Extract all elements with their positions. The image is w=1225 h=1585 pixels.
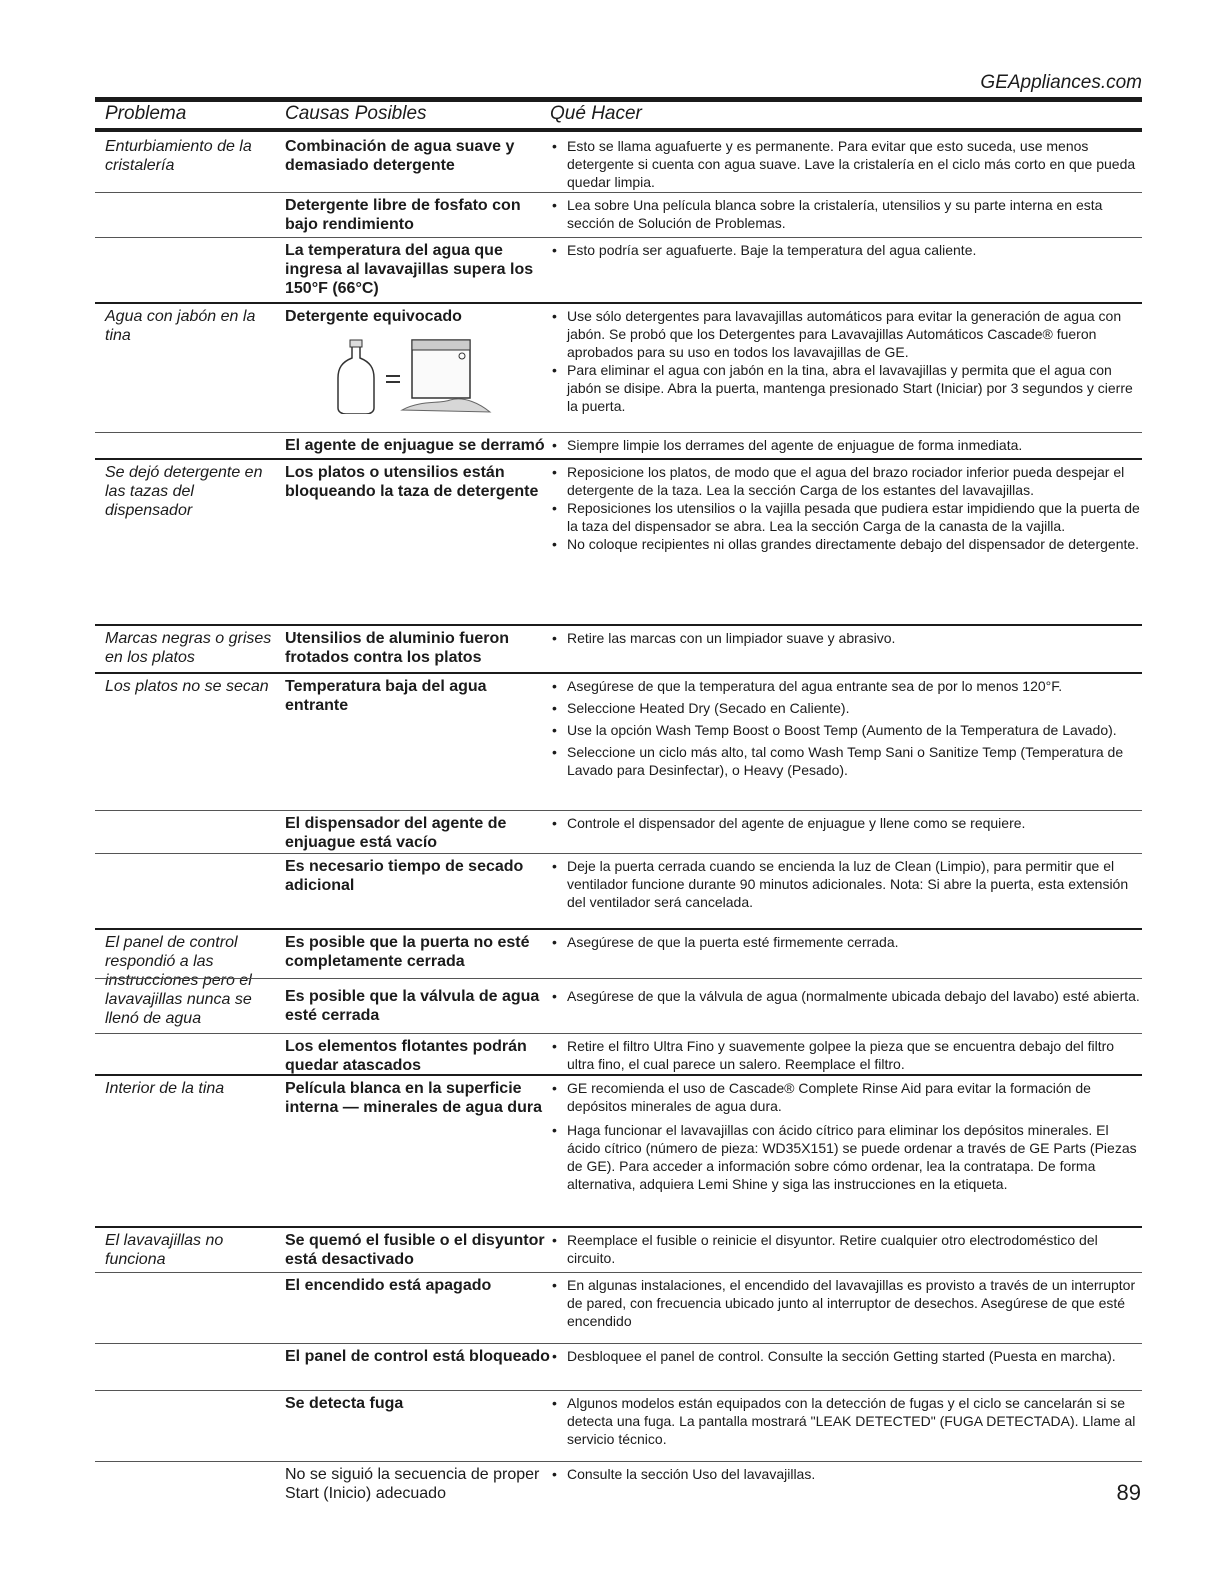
cause-label: El dispensador del agente de enjuague está vacío — [285, 815, 507, 851]
problem-label: Los platos no se secan — [105, 678, 269, 695]
table-row — [95, 810, 1142, 853]
solution-bullet: • Seleccione un ciclo más alto, tal como Wash Temp Sani o Sanitize Temp (Temperatura de Lavado para Desinfectar), o Heavy (Pesado). — [550, 743, 1142, 779]
table-row — [95, 626, 1142, 674]
solution-bullet: • Controle el dispensador del agente de enjuague y llene como se requiere. — [550, 814, 1142, 832]
solution-bullet: • Reposicione los platos, de modo que el agua del brazo rociador inferior pueda despejar el detergente de la taza. Lea la sección Carga de los estantes del lavavajillas. — [550, 463, 1142, 499]
problem-label: Marcas negras o grises en los platos — [105, 630, 272, 666]
cause-label: La temperatura del agua que ingresa al lavavajillas supera los 150°F (66°C) — [285, 242, 534, 297]
table-row — [95, 1461, 1142, 1510]
solution-cell — [550, 238, 1142, 261]
solution-cell — [550, 304, 1142, 417]
cause-label: Es posible que la válvula de agua esté cerrada — [285, 988, 540, 1024]
solution-cell — [550, 1228, 1142, 1269]
solution-cell — [550, 930, 1142, 953]
cause-label: Los platos o utensilios están bloqueando la taza de detergente — [285, 464, 539, 500]
cause-label: El panel de control está bloqueado — [285, 1348, 550, 1365]
solution-cell — [550, 626, 1142, 649]
table-row — [95, 237, 1142, 304]
cause-label — [285, 307, 550, 414]
problem-group — [95, 458, 1142, 624]
col-problem: Problema — [105, 103, 187, 124]
problem-label: Agua con jabón en la tina — [105, 308, 256, 344]
table-row — [95, 432, 1142, 455]
solution-cell — [550, 1391, 1142, 1450]
problem-label: El panel de control respondió a las instrucciones pero el lavavajillas nunca se llenó de agua — [105, 934, 252, 1027]
solution-bullet: • GE recomienda el uso de Cascade® Complete Rinse Aid para evitar la formación de depósitos minerales de agua dura. — [550, 1079, 1142, 1115]
solution-bullet: • Esto se llama aguafuerte y es permanente. Para evitar que esto suceda, use menos detergente si cuenta con agua suave. Lave la cristalería en el ciclo más corto en que pueda quedar limpia. — [550, 137, 1142, 191]
table-row — [95, 304, 1142, 432]
solution-bullet: • Reemplace el fusible o reinicie el disyuntor. Retire cualquier otro electrodoméstico del circuito. — [550, 1231, 1142, 1267]
solution-bullet: • Asegúrese de que la puerta esté firmemente cerrada. — [550, 933, 1142, 951]
cause-label: Película blanca en la superficie interna — minerales de agua dura — [285, 1080, 542, 1116]
solution-bullet: • Consulte la sección Uso del lavavajillas. — [550, 1465, 1142, 1483]
table-row — [95, 134, 1142, 192]
solution-bullet: • Seleccione Heated Dry (Secado en Caliente). — [550, 699, 1142, 717]
cause-label: El agente de enjuague se derramó — [285, 437, 545, 454]
table-row — [95, 1076, 1142, 1228]
table-row — [95, 460, 1142, 624]
cause-label: Se detecta fuga — [285, 1395, 404, 1412]
site-url: GEAppliances.com — [980, 72, 1142, 93]
solution-cell — [550, 134, 1142, 193]
problem-label: Enturbiamiento de la cristalería — [105, 138, 252, 174]
solution-cell — [550, 1034, 1142, 1075]
cause-label: Los elementos flotantes podrán quedar atascados — [285, 1038, 527, 1074]
page-number: 89 — [1116, 1480, 1141, 1505]
solution-cell — [550, 811, 1142, 834]
cause-text: Detergente equivocado — [285, 308, 462, 325]
table-row — [95, 1033, 1142, 1076]
cause-label: Temperatura baja del agua entrante — [285, 678, 487, 714]
solution-cell — [550, 1462, 1142, 1485]
cause-label: No se siguió la secuencia de proper Start (Inicio) adecuado — [285, 1466, 540, 1502]
solution-cell — [550, 1344, 1142, 1367]
solution-cell — [550, 193, 1142, 234]
solution-bullet: • Retire las marcas con un limpiador suave y abrasivo. — [550, 629, 1142, 647]
solution-bullet: • Use sólo detergentes para lavavajillas automáticos para evitar la generación de agua con jabón. Se probó que los Detergentes para Lavavajillas Automáticos Cascade® fueron aprobados para su uso en todos los lavavajillas de GE. — [550, 307, 1142, 361]
cause-label: Combinación de agua suave y demasiado detergente — [285, 138, 515, 174]
cause-label: Detergente libre de fosfato con bajo rendimiento — [285, 197, 521, 233]
cause-label: Utensilios de aluminio fueron frotados contra los platos — [285, 630, 510, 666]
solution-cell — [550, 1273, 1142, 1332]
table-row — [95, 192, 1142, 237]
cause-label: Se quemó el fusible o el disyuntor está desactivado — [285, 1232, 545, 1268]
header-rule — [95, 128, 1142, 132]
solution-bullet: • En algunas instalaciones, el encendido del lavavajillas es provisto a través de un interruptor de pared, con frecuencia ubicado junto al interruptor de desechos. Asegúrese de que esté encendido — [550, 1276, 1142, 1330]
table-row — [95, 674, 1142, 810]
problem-group — [95, 134, 1142, 304]
cause-label: El encendido está apagado — [285, 1277, 492, 1294]
table-row — [95, 853, 1142, 930]
solution-bullet: • Asegúrese de que la temperatura del agua entrante sea de por lo menos 120°F. — [550, 677, 1142, 695]
solution-cell — [550, 854, 1142, 913]
solution-bullet: • Deje la puerta cerrada cuando se encienda la luz de Clean (Limpio), para permitir que el ventilador funcione durante 90 minutos adicionales. Nota: Si abre la puerta, esta extensión del ventilador será cancelada. — [550, 857, 1142, 911]
solution-bullet: • Siempre limpie los derrames del agente de enjuague de forma inmediata. — [550, 436, 1142, 454]
solution-bullet: • Use la opción Wash Temp Boost o Boost Temp (Aumento de la Temperatura de Lavado). — [550, 721, 1142, 739]
solution-bullet: • Algunos modelos están equipados con la detección de fugas y el ciclo se cancelarán si se detecta una fuga. La pantalla mostrará "LEAK DETECTED" (FUGA DETECTADA). Llame al servicio técnico. — [550, 1394, 1142, 1448]
solution-cell — [550, 674, 1142, 781]
table-row — [95, 1228, 1142, 1272]
problem-group — [95, 672, 1142, 930]
problem-group — [95, 928, 1142, 1076]
detergent-bottle-dispenser-icon — [330, 334, 520, 414]
solution-bullet: • Esto podría ser aguafuerte. Baje la temperatura del agua caliente. — [550, 241, 1142, 259]
solution-bullet: • Asegúrese de que la válvula de agua (normalmente ubicada debajo del lavabo) esté abierta. — [550, 987, 1142, 1005]
solution-bullet: • Lea sobre Una película blanca sobre la cristalería, utensilios y su parte interna en esta sección de Solución de Problemas. — [550, 196, 1142, 232]
problem-group — [95, 1074, 1142, 1228]
solution-bullet: • Desbloquee el panel de control. Consulte la sección Getting started (Puesta en marcha). — [550, 1347, 1142, 1365]
solution-cell — [550, 979, 1142, 1007]
solution-bullet: • Para eliminar el agua con jabón en la tina, abra el lavavajillas y permita que el agua con jabón se disipe. Abra la puerta, mantenga presionado Start (Iniciar) por 3 segundos y cierre la puerta. — [550, 361, 1142, 415]
solution-cell — [550, 460, 1142, 555]
table-row — [95, 930, 1142, 978]
table-row — [95, 1272, 1142, 1343]
problem-group — [95, 1226, 1142, 1510]
cause-label: Es posible que la puerta no esté completamente cerrada — [285, 934, 530, 970]
top-rule — [95, 97, 1142, 102]
detergent-illustration — [330, 334, 550, 414]
col-todo: Qué Hacer — [550, 103, 642, 124]
problem-label: Interior de la tina — [105, 1080, 225, 1097]
solution-bullet: • Retire el filtro Ultra Fino y suavemente golpee la pieza que se encuentra debajo del filtro ultra fino, el cual parece un salero. Reemplace el filtro. — [550, 1037, 1142, 1073]
solution-bullet: • No coloque recipientes ni ollas grandes directamente debajo del dispensador de detergente. — [550, 535, 1142, 553]
table-row — [95, 1390, 1142, 1461]
solution-cell — [550, 433, 1142, 456]
solution-bullet: • Haga funcionar el lavavajillas con ácido cítrico para eliminar los depósitos minerales. El ácido cítrico (número de pieza: WD35X151) se puede ordenar a través de GE Parts (Piezas de GE). Para acceder a información sobre cómo ordenar, lea la contratapa. De forma alternativa, adquiera Lemi Shine y siga las instrucciones en la etiqueta. — [550, 1121, 1142, 1193]
column-headers — [0, 103, 1225, 127]
problem-group — [95, 302, 1142, 455]
solution-cell — [550, 1076, 1142, 1195]
solution-bullet: • Reposiciones los utensilios o la vajilla pesada que pudiera estar impidiendo que la puerta de la taza del dispensador se abra. Lea la sección Carga de la canasta de la vajilla. — [550, 499, 1142, 535]
problem-label: Se dejó detergente en las tazas del dispensador — [105, 464, 263, 519]
table-row — [95, 1343, 1142, 1390]
cause-label: Es necesario tiempo de secado adicional — [285, 858, 524, 894]
table-row — [95, 978, 1142, 1033]
problem-group — [95, 624, 1142, 674]
col-causes: Causas Posibles — [285, 103, 427, 124]
problem-label: El lavavajillas no funciona — [105, 1232, 224, 1268]
